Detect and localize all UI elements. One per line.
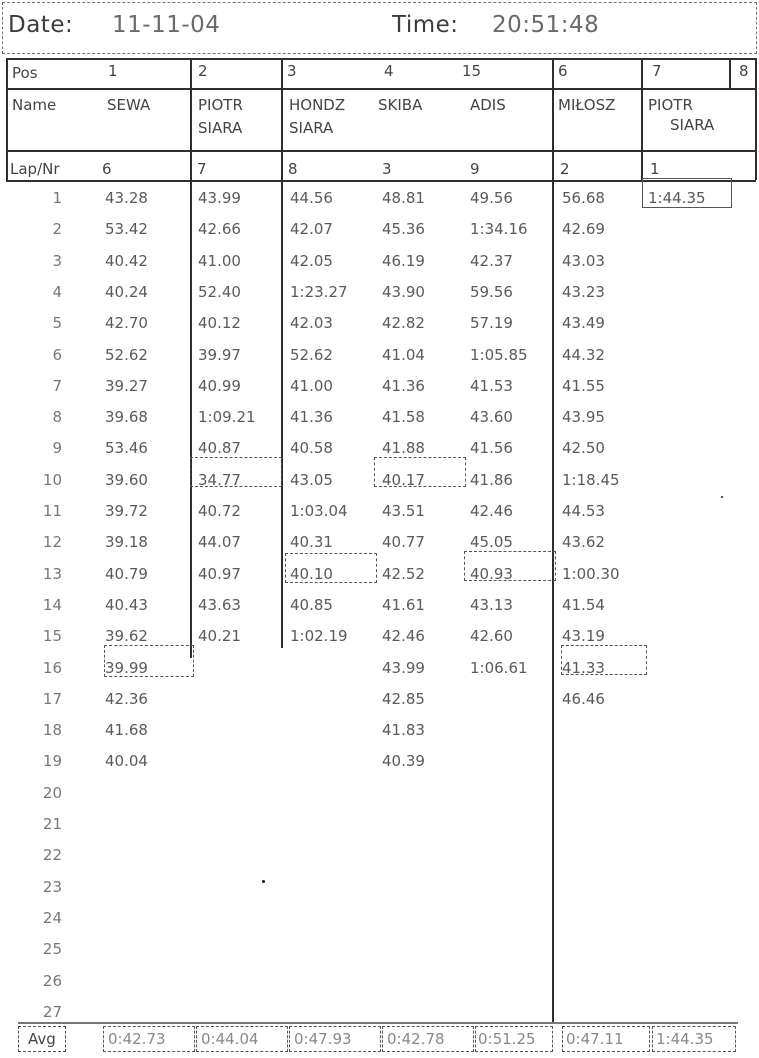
lap-time-cell: 40.77 [382,533,425,552]
lap-time-cell: 41.58 [382,408,425,427]
lap-time-cell: 42.66 [198,220,241,239]
lap-number: 22 [42,846,62,865]
lap-time-cell: 56.68 [562,189,605,207]
pos-4: 4 [384,62,394,80]
lap-time-cell: 40.31 [290,533,333,552]
avg-value: 0:51.25 [478,1030,536,1048]
lap-time-cell: 41.36 [290,408,333,427]
lap-time-cell: 43.19 [562,627,605,646]
lap-time-cell: 52.62 [290,345,333,364]
avg-row-top-rule [18,1022,738,1024]
driver-name-line1: SKIBA [378,96,423,114]
print-speck [262,880,265,883]
lap-time-cell: 41.55 [562,376,605,395]
lap-time-cell: 40.43 [105,595,148,614]
lap-number: 15 [42,627,62,646]
lap-time-cell: 43.90 [382,282,425,301]
lap-number: 23 [42,877,62,896]
table-left-border [6,58,8,180]
lap-time-cell: 53.42 [105,220,148,239]
lap-time-cell: 40.87 [198,439,241,458]
lap-number: 14 [42,595,62,614]
lap-time-cell: 52.62 [105,345,148,364]
lap-time-cell: 40.85 [290,595,333,614]
pos-3: 3 [287,62,297,80]
lap-time-cell: 42.07 [290,220,333,239]
lap-time-cell: 41.36 [382,376,425,395]
lap-time-cell: 42.60 [470,627,513,646]
lap-time-cell: 42.46 [470,502,513,520]
lap-number: 11 [42,502,62,520]
lap-time-cell: 44.32 [562,345,605,364]
lap-time-cell: 39.18 [105,533,148,552]
pos-7: 7 [652,62,662,80]
lap-number: 5 [52,314,62,333]
lap-time-cell: 40.04 [105,752,148,771]
name-row-bottom-rule [6,150,756,152]
driver-name-line2: SIARA [289,119,334,137]
lap-time-cell: 39.68 [105,408,148,427]
lap-time-cell: 41.00 [290,376,333,395]
avg-value: 1:44.35 [656,1030,714,1048]
lap-time-cell: 39.62 [105,627,148,646]
lap-number: 10 [42,470,62,489]
lap-number: 18 [42,721,62,740]
pos-label: Pos [12,64,38,82]
driver-nr: 2 [560,160,570,178]
lap-number: 6 [52,345,62,364]
name-label: Name [12,96,57,114]
pos-1: 1 [108,62,118,80]
lapnr-label: Lap/Nr [10,160,60,178]
lap-time-cell: 40.58 [290,439,333,458]
lap-number: 19 [42,752,62,771]
lap-time-cell: 43.28 [105,189,148,207]
lap-time-cell: 40.21 [198,627,241,646]
pos-2: 2 [198,62,208,80]
lap-time-cell: 43.99 [198,189,241,207]
lap-time-cell: 1:23.27 [290,282,348,301]
lap-time-cell: 49.56 [470,189,513,207]
lap-time-cell: 46.19 [382,251,425,270]
lap-time-cell: 43.03 [562,251,605,270]
driver-name-line1: ADIS [470,96,506,114]
lap-time-cell: 52.40 [198,282,241,301]
lap-number: 25 [42,940,62,959]
separator-pos5-pos6 [552,58,554,1022]
driver-name-line1: PIOTR [198,96,243,114]
driver-name-line2: SIARA [198,119,243,137]
lap-time-cell: 40.24 [105,282,148,301]
lap-number: 8 [52,408,62,427]
lap-number: 9 [52,439,62,458]
driver-name-line2: SIARA [670,116,715,134]
lap-time-cell: 40.10 [290,564,333,583]
lap-time-cell: 44.56 [290,189,333,207]
lap-time-cell: 42.36 [105,689,148,708]
lap-time-cell: 1:44.35 [648,189,706,207]
lap-time-cell: 44.07 [198,533,241,552]
lap-number: 26 [42,971,62,990]
lap-number: 13 [42,564,62,583]
avg-value: 0:42.78 [387,1030,445,1048]
date-value: 11-11-04 [112,12,221,38]
separator-pos6-pos7 [641,58,643,180]
pos-5: 15 [462,62,482,80]
lap-time-cell: 41.88 [382,439,425,458]
lap-number: 2 [52,220,62,239]
lap-time-cell: 1:06.61 [470,658,528,677]
lap-time-cell: 43.05 [290,470,333,489]
driver-nr: 9 [470,160,480,178]
lap-time-cell: 34.77 [198,470,241,489]
table-right-border [755,58,757,180]
lap-time-cell: 39.72 [105,502,148,520]
lap-time-cell: 44.53 [562,502,605,520]
lap-time-cell: 43.63 [198,595,241,614]
lap-number: 21 [42,815,62,833]
lap-time-cell: 42.46 [382,627,425,646]
driver-name-line1: HONDZ [289,96,346,114]
driver-nr: 6 [102,160,112,178]
pos-8: 8 [739,62,749,80]
lap-number: 12 [42,533,62,552]
lap-time-cell: 41.33 [562,658,605,677]
lap-time-cell: 39.60 [105,470,148,489]
driver-name-line1: PIOTR [648,96,693,114]
lap-number: 20 [42,783,62,802]
lap-time-cell: 1:05.85 [470,345,528,364]
driver-name-line1: SEWA [107,96,151,114]
lap-number: 27 [42,1002,62,1021]
lap-number: 17 [42,689,62,708]
time-value: 20:51:48 [492,12,600,38]
lap-time-cell: 40.42 [105,251,148,270]
lap-time-cell: 1:18.45 [562,470,620,489]
pos-6: 6 [558,62,568,80]
lap-time-cell: 43.51 [382,502,425,520]
lap-time-cell: 39.27 [105,376,148,395]
lap-time-cell: 41.68 [105,721,148,740]
lap-time-cell: 40.39 [382,752,425,771]
lap-time-cell: 40.99 [198,376,241,395]
lap-time-cell: 43.49 [562,314,605,333]
lap-time-cell: 1:00.30 [562,564,620,583]
lap-number: 16 [42,658,62,677]
lap-time-cell: 53.46 [105,439,148,458]
avg-label: Avg [28,1030,56,1048]
avg-value: 0:47.11 [566,1030,624,1048]
lap-time-cell: 1:34.16 [470,220,528,239]
lap-time-cell: 43.62 [562,533,605,552]
lap-time-cell: 46.46 [562,689,605,708]
lap-time-cell: 43.99 [382,658,425,677]
lap-time-cell: 41.86 [470,470,513,489]
lap-time-cell: 59.56 [470,282,513,301]
separator-pos1-pos2 [190,58,192,658]
lap-number: 3 [52,251,62,270]
lap-time-cell: 39.99 [105,658,148,677]
separator-pos8 [729,58,731,88]
avg-value: 0:44.04 [201,1030,259,1048]
driver-name-line1: MIŁOSZ [558,96,616,114]
lap-time-cell: 57.19 [470,314,513,333]
lap-time-cell: 48.81 [382,189,425,207]
driver-nr: 1 [650,160,660,178]
lap-number: 24 [42,908,62,927]
driver-nr: 8 [288,160,298,178]
lap-time-cell: 42.03 [290,314,333,333]
avg-value: 0:42.73 [108,1030,166,1048]
time-label: Time: [392,12,459,38]
lap-time-cell: 1:09.21 [198,408,256,427]
lap-number: 4 [52,282,62,301]
lap-time-cell: 1:02.19 [290,627,348,646]
lap-time-cell: 42.05 [290,251,333,270]
lap-time-cell: 40.93 [470,564,513,583]
avg-value: 0:47.93 [294,1030,352,1048]
lap-time-cell: 41.56 [470,439,513,458]
separator-pos2-pos3 [281,58,283,648]
lap-time-cell: 42.37 [470,251,513,270]
lap-number: 1 [52,189,62,207]
lap-time-cell: 40.17 [382,470,425,489]
print-speck [721,496,723,498]
lap-time-cell: 42.85 [382,689,425,708]
lap-number: 7 [52,376,62,395]
driver-nr: 3 [382,160,392,178]
lap-time-cell: 40.72 [198,502,241,520]
date-label: Date: [8,12,74,38]
lap-time-cell: 42.69 [562,220,605,239]
lap-time-cell: 42.52 [382,564,425,583]
lap-time-cell: 40.97 [198,564,241,583]
lap-time-cell: 42.70 [105,314,148,333]
pos-row-bottom-rule [6,88,756,90]
lap-time-cell: 40.79 [105,564,148,583]
lap-time-cell: 45.36 [382,220,425,239]
driver-nr: 7 [197,160,207,178]
lap-time-cell: 41.54 [562,595,605,614]
lap-time-cell: 43.13 [470,595,513,614]
pos-row-top-rule [6,58,756,60]
lap-time-cell: 42.50 [562,439,605,458]
lap-time-cell: 41.00 [198,251,241,270]
lap-time-cell: 41.61 [382,595,425,614]
lap-time-cell: 41.83 [382,721,425,740]
lap-time-cell: 41.04 [382,345,425,364]
lap-time-cell: 43.60 [470,408,513,427]
lap-time-cell: 39.97 [198,345,241,364]
lap-time-cell: 43.23 [562,282,605,301]
lap-time-cell: 42.82 [382,314,425,333]
lap-time-cell: 1:03.04 [290,502,348,520]
lap-time-cell: 45.05 [470,533,513,552]
lap-time-cell: 40.12 [198,314,241,333]
lap-time-cell: 41.53 [470,376,513,395]
lap-time-cell: 43.95 [562,408,605,427]
